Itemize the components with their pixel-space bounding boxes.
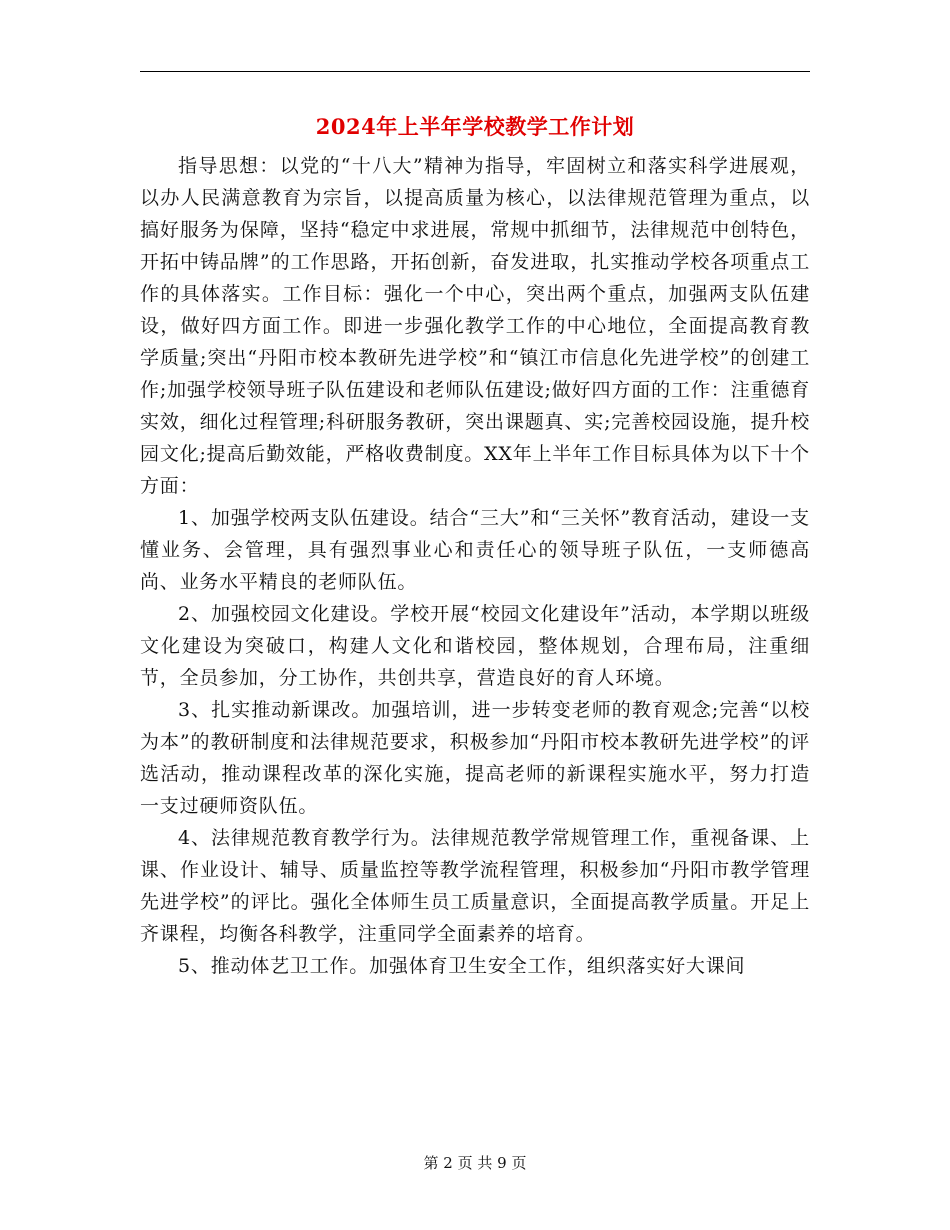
paragraph-item-5: 5、推动体艺卫工作。加强体育卫生安全工作，组织落实好大课间: [178, 955, 746, 977]
header-rule: [140, 71, 810, 72]
paragraph-item-2: 2、加强校园文化建设。学校开展“校园文化建设年”活动，本学期以班级文化建设为突破口，构建人文化和谐校园，整体规划，合理布局，注重细节，全员参加，分工协作，共创共享，营造良好的育人环境。: [140, 603, 810, 689]
paragraph-guiding-ideology: 指导思想：以党的“十八大”精神为指导，牢固树立和落实科学进展观，以办人民满意教育为宗旨，以提高质量为核心，以法律规范管理为重点，以搞好服务为保障，坚持“稳定中求进展，常规中抓细节，法律规范中创特色，开拓中铸品牌”的工作思路，开拓创新，奋发进取，扎实推动学校各项重点工作的具体落实。工作目标：强化一个中心，突出两个重点，加强两支队伍建设，做好四方面工作。即进一步强化教学工作的中心地位，全面提高教育教学质量;突出“丹阳市校本教研先进学校”和“镇江市信息化先进学校”的创建工作;加强学校领导班子队伍建设和老师队伍建设;做好四方面的工作：注重德育实效，细化过程管理;科研服务教研，突出课题真、实;完善校园设施，提升校园文化;提高后勤效能，严格收费制度。XX年上半年工作目标具体为以下十个方面：: [140, 155, 810, 497]
page-number-footer: 第 2 页 共 9 页: [423, 1154, 527, 1172]
paragraph-item-3: 3、扎实推动新课改。加强培训，进一步转变老师的教育观念;完善“以校为本”的教研制度和法律规范要求，积极参加“丹阳市校本教研先进学校”的评选活动，推动课程改革的深化实施，提高老师的新课程实施水平，努力打造一支过硬师资队伍。: [140, 699, 810, 817]
paragraph-item-1: 1、加强学校两支队伍建设。结合“三大”和“三关怀”教育活动，建设一支懂业务、会管理，具有强烈事业心和责任心的领导班子队伍，一支师德高尚、业务水平精良的老师队伍。: [140, 507, 810, 593]
paragraph-item-4: 4、法律规范教育教学行为。法律规范教学常规管理工作，重视备课、上课、作业设计、辅导、质量监控等教学流程管理，积极参加“丹阳市教学管理先进学校”的评比。强化全体师生员工质量意识，全面提高教学质量。开足上齐课程，均衡各科教学，注重同学全面素养的培育。: [140, 827, 810, 945]
document-title: 2024年上半年学校教学工作计划: [315, 114, 635, 139]
document-body: [140, 150, 810, 982]
